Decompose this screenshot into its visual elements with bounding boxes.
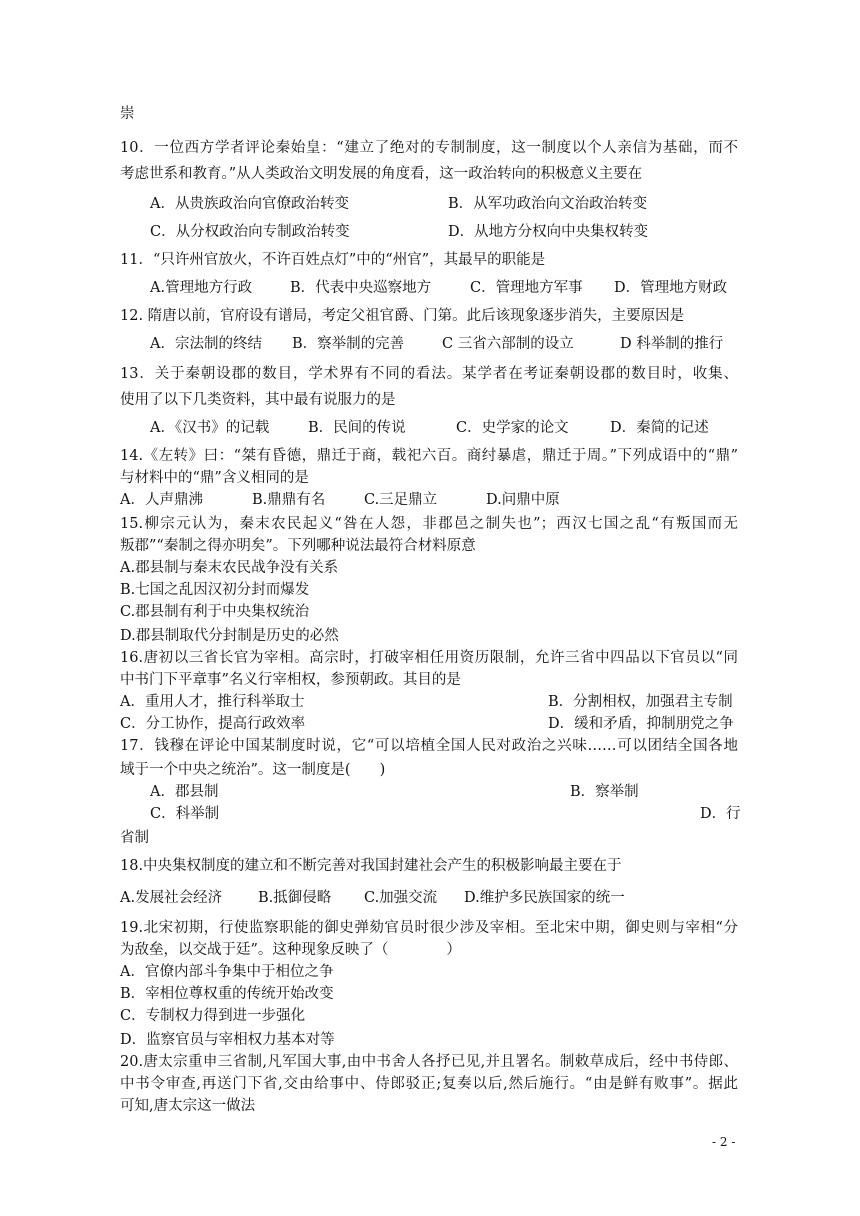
question-15-option-a: A.郡县制与秦末农民战争没有关系 [120,560,339,576]
question-19-stem-line1: 19.北宋初期，行使监察职能的御史弹劾官员时很少涉及宰相。至北宋中期，御史则与宰相“分 [120,920,738,936]
question-19-stem-line2: 为敌垒，以交战于廷”。这种现象反映了（ ） [120,942,461,958]
page-number: - 2 - [712,1135,736,1149]
question-10-stem-line2: 考虑世系和教育。”从人类政治文明发展的角度看，这一政治转向的积极意义主要在 [120,166,643,182]
question-18-option-c: C.加强交流 [364,890,438,906]
question-13-option-d: D．秦简的记述 [610,420,709,436]
question-18-option-a: A.发展社会经济 [120,890,223,906]
question-11-option-b: B．代表中央巡察地方 [290,280,432,296]
question-10-stem-line1: 10．一位西方学者评论秦始皇：“建立了绝对的专制制度，这一制度以个人亲信为基础，而不 [120,140,738,156]
question-12-option-b: B．察举制的完善 [292,336,405,352]
question-16-stem-line2: 中书门下平章事”名义行宰相权，参预朝政。其目的是 [120,672,461,688]
question-17-stem-line2: 域于一个中央之统治”。这一制度是( ) [120,762,386,778]
question-14-option-d: D.问鼎中原 [486,492,560,508]
question-16-option-a: A．重用人才，推行科举取士 [120,694,305,710]
question-19-option-b: B．宰相位尊权重的传统开始改变 [120,986,334,1002]
question-14-option-a: A．人声鼎沸 [120,492,203,508]
question-12-stem: 12. 隋唐以前，官府设有谱局，考定父祖官爵、门第。此后该现象逐步消失，主要原因是 [120,308,685,324]
question-13-option-a: A．《汉书》的记载 [150,420,270,436]
question-15-option-c: C.郡县制有利于中央集权统治 [120,604,310,620]
question-16-option-c: C．分工协作，提高行政效率 [120,716,306,732]
question-13-stem-line2: 使用了以下几类资料，其中最有说服力的是 [120,392,396,408]
question-11-option-d: D．管理地方财政 [614,280,728,296]
question-19-option-d: D．监察官员与宰相权力基本对等 [120,1032,335,1048]
question-18-option-d: D.维护多民族国家的统一 [464,890,625,906]
question-18-option-b: B.抵御侵略 [258,890,332,906]
question-17-option-a: A．郡县制 [150,784,219,800]
question-10-option-c: C．从分权政治向专制政治转变 [150,224,350,240]
question-11-option-c: C．管理地方军事 [470,280,583,296]
question-17-stem-line1: 17．钱穆在评论中国某制度时说，它“可以培植全国人民对政治之兴味……可以团结全国各地 [120,738,738,754]
question-14-stem-line1: 14.《左转》曰：“桀有昏德，鼎迁于商，载祀六百。商纣暴虐，鼎迁于周。”下列成语中的“鼎” [120,448,738,464]
question-13-option-b: B．民间的传说 [308,420,406,436]
question-12-option-c: C 三省六部制的设立 [442,336,574,352]
question-14-option-c: C.三足鼎立 [364,492,438,508]
question-14-option-b: B.鼎鼎有名 [252,492,326,508]
question-10-option-a: A．从贵族政治向官僚政治转变 [150,196,349,212]
question-16-option-b: B．分割相权，加强君主专制 [548,694,733,710]
question-15-option-b: B.七国之乱因汉初分封而爆发 [120,582,310,598]
question-14-stem-line2: 与材料中的“鼎”含义相同的是 [120,470,309,486]
question-17-option-d: D．行 [700,806,741,822]
question-20-stem-line3: 可知,唐太宗这一做法 [120,1098,256,1114]
question-13-option-c: C．史学家的论文 [456,420,569,436]
question-10-option-b: B．从军功政治向文治政治转变 [448,196,648,212]
question-fragment: 崇 [120,106,135,122]
question-13-stem-line1: 13．关于秦朝设郡的数目，学术界有不同的看法。某学者在考证秦朝设郡的数目时，收集、 [120,366,738,382]
question-15-stem-line2: 叛郡”“秦制之得亦明矣”。下列哪种说法最符合材料原意 [120,538,476,554]
question-15-stem-line1: 15.柳宗元认为，秦末农民起义“咎在人怨，非郡邑之制失也”；西汉七国之乱“有叛国而无 [120,516,738,532]
question-20-stem-line1: 20.唐太宗重申三省制,凡军国大事,由中书舍人各抒已见,并且署名。制敕草成后，经中书侍郎、 [120,1054,738,1070]
question-17-option-c: C．科举制 [150,806,220,822]
question-20-stem-line2: 中书令审查,再送门下省,交由给事中、侍郎驳正;复奏以后,然后施行。“由是鲜有败事”。据此 [120,1076,738,1092]
question-12-option-a: A．宗法制的终结 [150,336,262,352]
question-11-stem: 11．“只许州官放火，不许百姓点灯”中的“州官”，其最早的职能是 [120,252,546,268]
question-19-option-c: C．专制权力得到进一步强化 [120,1008,306,1024]
question-15-option-d: D.郡县制取代分封制是历史的必然 [120,628,339,644]
question-17-option-d-continued: 省制 [120,830,149,846]
question-11-option-a: A.管理地方行政 [150,280,253,296]
question-18-stem: 18.中央集权制度的建立和不断完善对我国封建社会产生的积极影响最主要在于 [120,858,622,874]
question-16-stem-line1: 16.唐初以三省长官为宰相。高宗时，打破宰相任用资历限制，允许三省中四品以下官员以“同 [120,650,738,666]
question-10-option-d: D．从地方分权向中央集权转变 [448,224,649,240]
question-12-option-d: D 科举制的推行 [620,336,724,352]
question-16-option-d: D．缓和矛盾，抑制朋党之争 [548,716,734,732]
question-19-option-a: A．官僚内部斗争集中于相位之争 [120,964,334,980]
question-17-option-b: B．察举制 [570,784,639,800]
